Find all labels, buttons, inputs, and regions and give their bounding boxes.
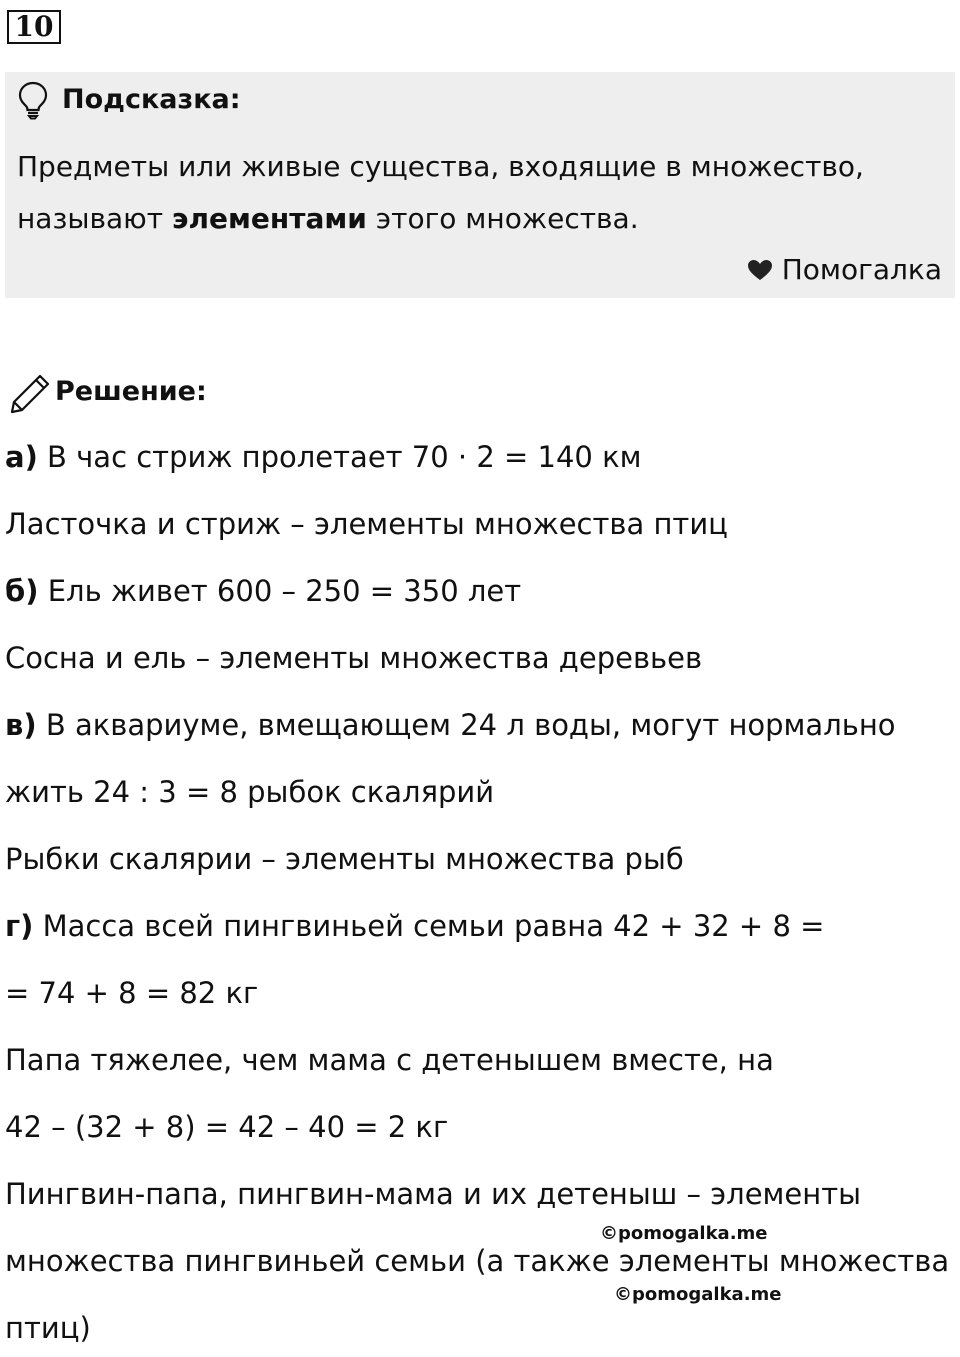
hint-term: элементами — [171, 202, 367, 235]
solution-line — [5, 1043, 774, 1077]
solution-line — [5, 909, 824, 943]
solution-line — [5, 507, 728, 541]
solution-line-text: Папа тяжелее, чем мама с детенышем вместе, на — [5, 1043, 774, 1077]
hint-line-2 — [17, 202, 639, 235]
solution-line-text: 42 – (32 + 8) = 42 – 40 = 2 кг — [5, 1110, 449, 1144]
solution-line-text: Ласточка и стриж – элементы множества птиц — [5, 507, 728, 541]
hint-line-1: Предметы или живые существа, входящие в множество, — [17, 150, 864, 183]
solution-line-text: жить 24 : 3 = 8 рыбок скалярий — [5, 775, 495, 809]
solution-line-text: Ель живет 600 – 250 = 350 лет — [38, 574, 522, 608]
solution-line — [5, 842, 684, 876]
solution-line-text: В час стриж пролетает 70 · 2 = 140 км — [37, 440, 642, 474]
heart-icon — [746, 258, 774, 282]
hint-title: Подсказка: — [62, 84, 241, 115]
solution-line — [5, 641, 702, 675]
solution-line-text: В аквариуме, вмещающем 24 л воды, могут нормально — [36, 708, 896, 742]
solution-line — [5, 708, 896, 742]
solution-line — [5, 440, 641, 474]
solution-item-label: в) — [5, 708, 37, 742]
solution-line-text: множества пингвиньей семьи (а также элементы множества — [5, 1244, 950, 1278]
solution-item-label: а) — [5, 440, 38, 474]
credit — [746, 253, 942, 286]
solution-line-text: Пингвин-папа, пингвин-мама и их детеныш – элементы — [5, 1177, 862, 1211]
solution-line-text: птиц) — [5, 1311, 91, 1345]
hint-line-2-start: называют — [17, 202, 172, 235]
solution-line — [5, 574, 521, 608]
solution-line-text: Масса всей пингвиньей семьи равна 42 + 32 + 8 = — [33, 909, 825, 943]
solution-item-label: г) — [5, 909, 34, 943]
solution-line-text: Рыбки скалярии – элементы множества рыб — [5, 842, 684, 876]
pencil-icon — [8, 372, 52, 416]
hint-line-2-end: этого множества. — [366, 202, 639, 235]
solution-title: Решение: — [55, 376, 207, 407]
watermark-2: ©pomogalka.me — [614, 1284, 782, 1305]
solution-line — [5, 1244, 949, 1278]
solution-line-text: Сосна и ель – элементы множества деревьев — [5, 641, 703, 675]
solution-line — [5, 775, 494, 809]
solution-line — [5, 1177, 861, 1211]
lightbulb-icon — [16, 80, 50, 120]
credit-label: Помогалка — [781, 253, 942, 286]
solution-line-text: = 74 + 8 = 82 кг — [5, 976, 259, 1010]
solution-line — [5, 976, 258, 1010]
watermark-1: ©pomogalka.me — [600, 1223, 768, 1244]
solution-line — [5, 1311, 91, 1345]
task-number: 10 — [7, 10, 61, 44]
solution-item-label: б) — [5, 574, 39, 608]
solution-line — [5, 1110, 448, 1144]
